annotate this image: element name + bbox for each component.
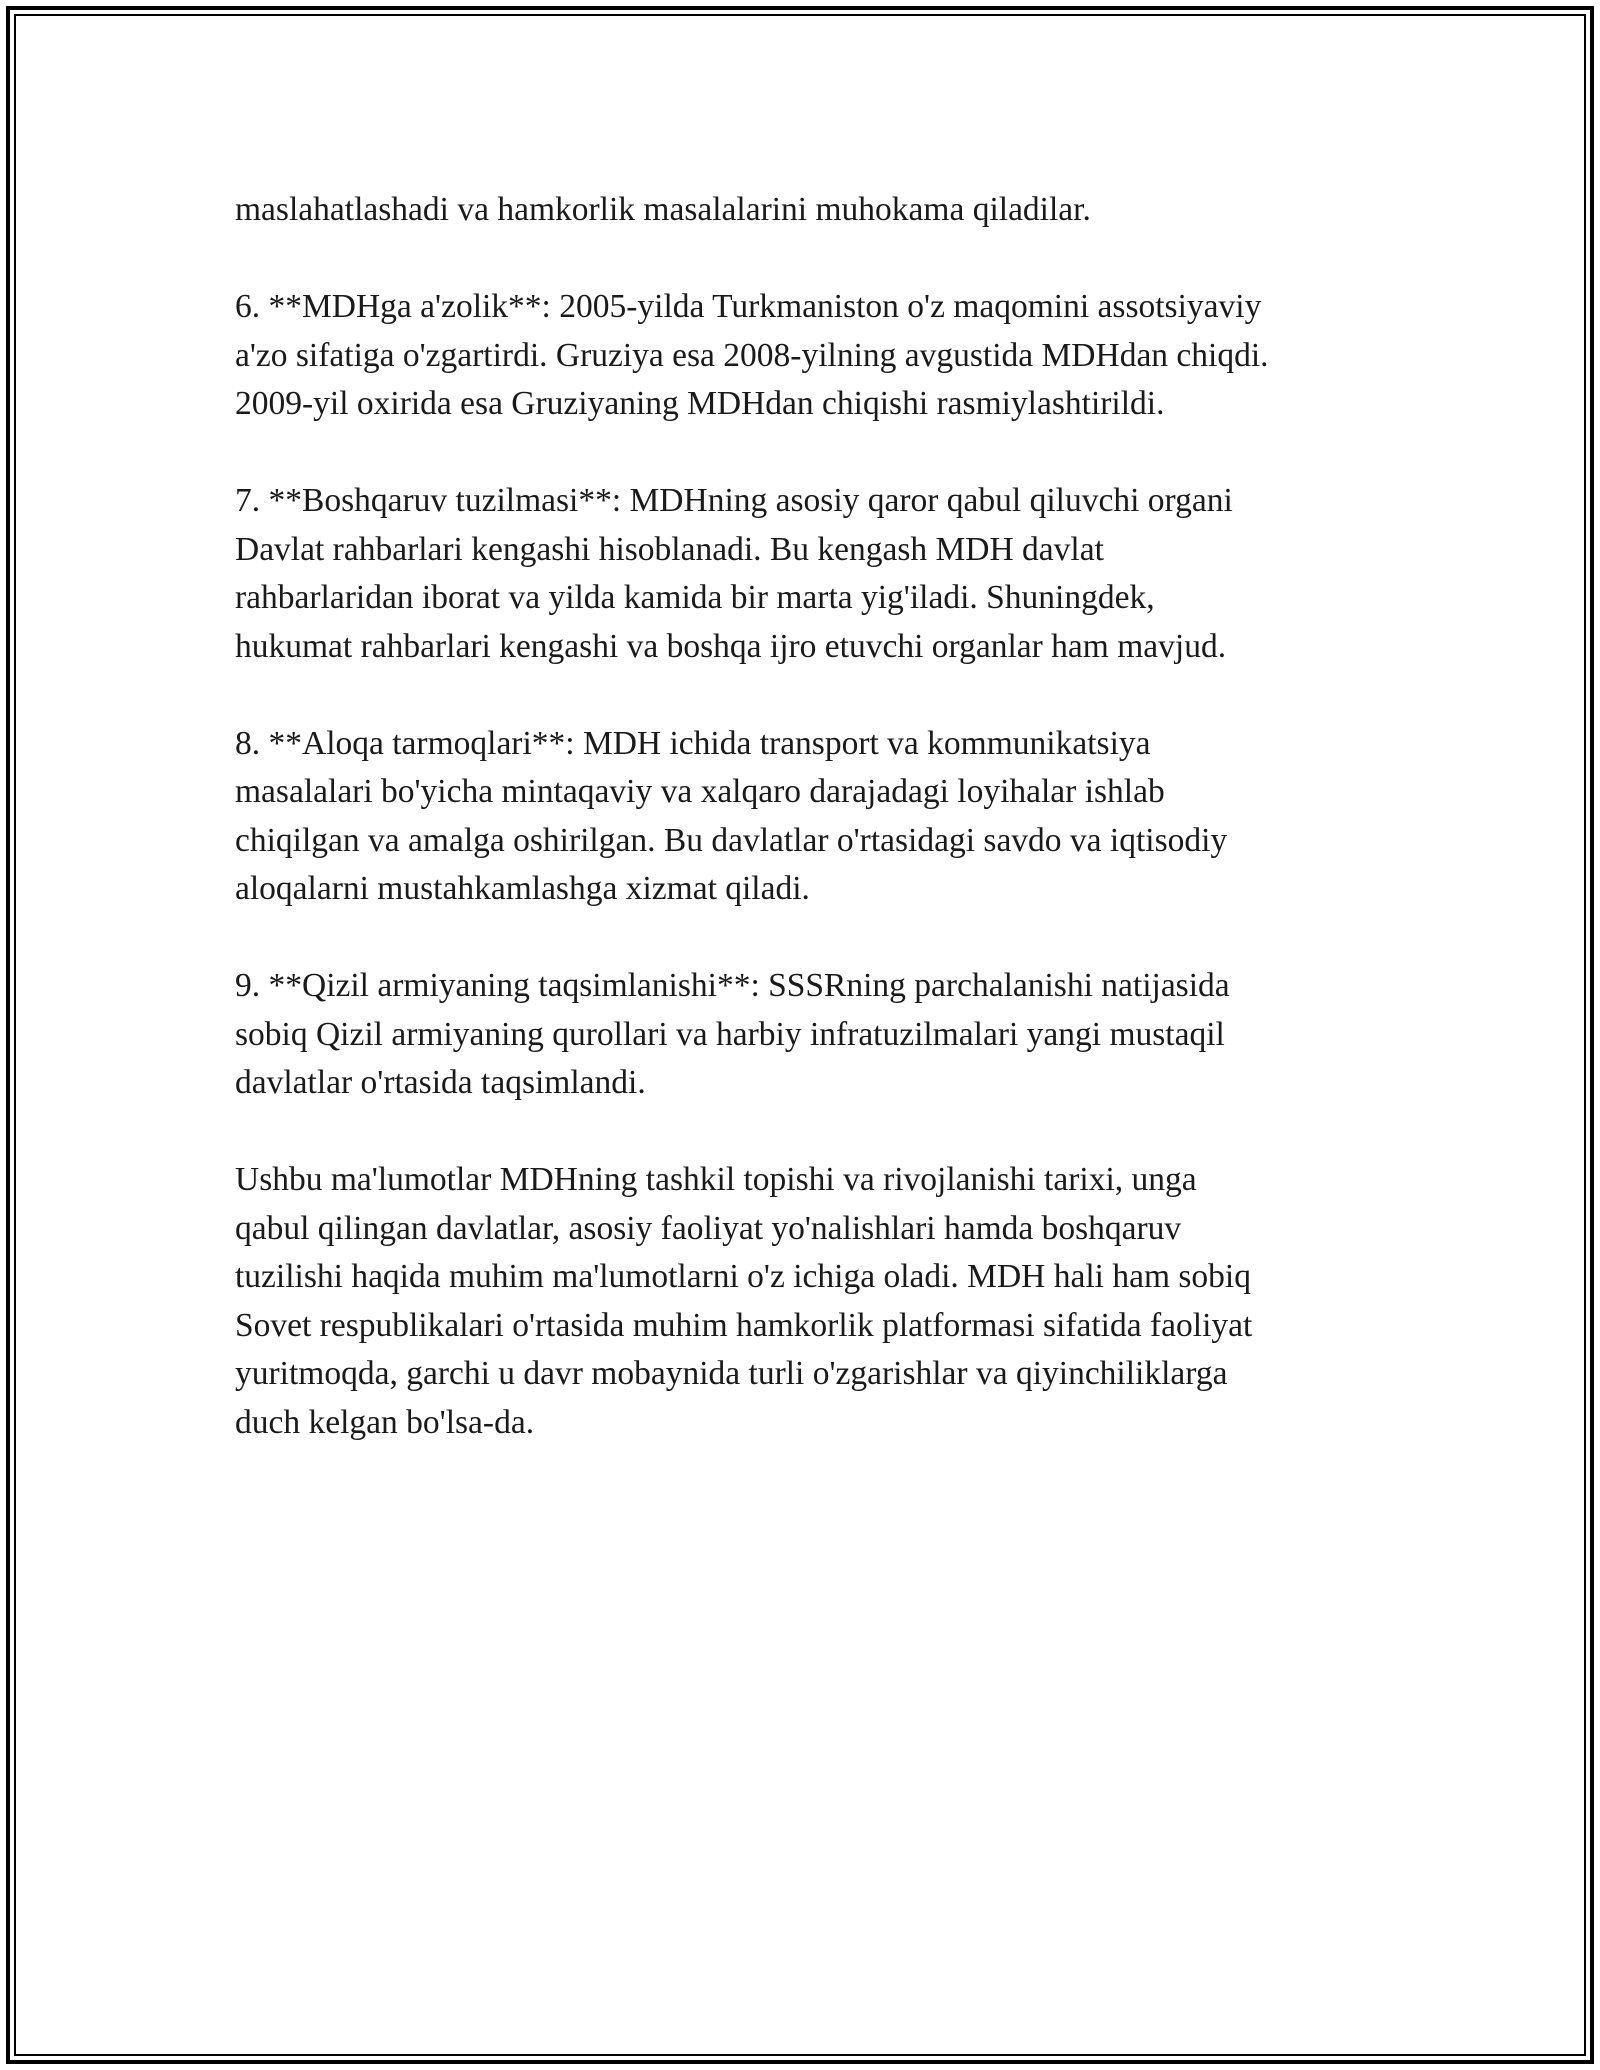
text-line: Sovet respublikalari o'rtasida muhim hamkorlik platformasi sifatida faoliyat (235, 1306, 1253, 1344)
text-line: sobiq Qizil armiyaning qurollari va harbiy infratuzilmalari yangi mustaqil (235, 1015, 1225, 1053)
text-line: hukumat rahbarlari kengashi va boshqa ijro etuvchi organlar ham mavjud. (235, 627, 1227, 665)
text-line: 8. **Aloqa tarmoqlari**: MDH ichida transport va kommunikatsiya (235, 724, 1151, 762)
text-line: yuritmoqda, garchi u davr mobaynida turli o'zgarishlar va qiyinchiliklarga (235, 1355, 1228, 1392)
text-line: tuzilishi haqida muhim ma'lumotlarni o'z ichiga oladi. MDH hali ham sobiq (235, 1258, 1251, 1295)
paragraph-item-6 (235, 283, 1395, 429)
paragraph-item-8 (235, 720, 1395, 914)
text-line: 2009-yil oxirida esa Gruziyaning MDHdan chiqishi rasmiylashtirildi. (235, 385, 1165, 422)
text-line: 7. **Boshqaruv tuzilmasi**: MDHning asosiy qaror qabul qiluvchi organi (235, 482, 1233, 519)
text-line: 9. **Qizil armiyaning taqsimlanishi**: SSSRning parchalanishi natijasida (235, 967, 1230, 1004)
text-line: maslahatlashadi va hamkorlik masalalarini muhokama qiladilar. (235, 191, 1091, 228)
text-line: Davlat rahbarlari kengashi hisoblanadi. Bu kengash MDH davlat (235, 530, 1104, 568)
paragraph-conclusion (235, 1156, 1395, 1447)
text-line: masalalari bo'yicha mintaqaviy va xalqaro darajadagi loyihalar ishlab (235, 773, 1165, 810)
document-body (235, 186, 1395, 1496)
paragraph-item-7 (235, 477, 1395, 671)
text-line: Ushbu ma'lumotlar MDHning tashkil topishi va rivojlanishi tarixi, unga (235, 1161, 1197, 1198)
paragraph-continuation (235, 186, 1395, 235)
text-line: a'zo sifatiga o'zgartirdi. Gruziya esa 2008-yilning avgustida MDHdan chiqdi. (235, 336, 1269, 374)
text-line: duch kelgan bo'lsa-da. (235, 1403, 535, 1441)
text-line: davlatlar o'rtasida taqsimlandi. (235, 1064, 646, 1101)
text-line: rahbarlaridan iborat va yilda kamida bir marta yig'iladi. Shuningdek, (235, 579, 1155, 616)
text-line: aloqalarni mustahkamlashga xizmat qiladi. (235, 870, 810, 907)
text-line: chiqilgan va amalga oshirilgan. Bu davlatlar o'rtasidagi savdo va iqtisodiy (235, 821, 1228, 859)
text-line: 6. **MDHga a'zolik**: 2005-yilda Turkmaniston o'z maqomini assotsiyaviy (235, 288, 1262, 325)
text-line: qabul qilingan davlatlar, asosiy faoliyat yo'nalishlari hamda boshqaruv (235, 1209, 1182, 1247)
paragraph-item-9 (235, 962, 1395, 1108)
